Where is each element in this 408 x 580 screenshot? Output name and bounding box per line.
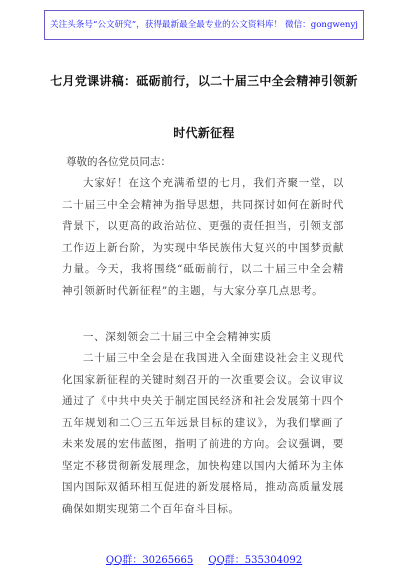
footer-qq-group-2[interactable]: QQ群：535304092: [208, 555, 303, 566]
body-paragraph-1-block: [62, 173, 344, 302]
salutation: 尊敬的各位党员同志：: [66, 156, 171, 168]
body-paragraph-2: 二十届三中全会是在我国进入全面建设社会主义现代化国家新征程的关键时刻召开的一次重要会议。会议审议通过了《中共中央关于制定国民经济和社会发展第十四个五年规划和二〇三五年远景目标的建议》，为我们擘画了未来发展的宏伟蓝图，指明了前进的方向。会议强调，要坚定不移贯彻新发展理念，加快构建以国内大循环为主体国内国际双循环相互促进的新发展格局，推动高质量发展确保如期实现第二个百年奋斗目标。: [62, 352, 344, 515]
document-title-line2: 时代新征程: [173, 126, 235, 140]
header-banner: 关注头条号“公文研究”，获得最新最全最专业的公文资料库！ 微信：gongwenyj: [44, 10, 364, 40]
footer: [0, 551, 408, 566]
body-paragraph-1: 大家好！在这个充满希望的七月，我们齐聚一堂，以二十届三中全会精神为指导思想，共同探讨如何在新时代背景下，以更高的政治站位、更强的责任担当，引领支部工作迈上新台阶，为实现中华民族伟大复兴的中国梦贡献力量。今天，我将围绕“砥砺前行，以二十届三中全会精神引领新时代新征程”的主题，与大家分享几点思考。: [62, 177, 344, 297]
section-heading-block: [62, 327, 344, 349]
footer-qq-group-1[interactable]: QQ群：30265665: [105, 555, 194, 566]
document-title-line1: 七月党课讲稿：砥砺前行，以二十届三中全会精神引领新: [50, 74, 358, 88]
body-paragraph-2-block: [62, 348, 344, 520]
section-heading: 一、深刻领会二十届三中全会精神实质: [83, 331, 272, 343]
